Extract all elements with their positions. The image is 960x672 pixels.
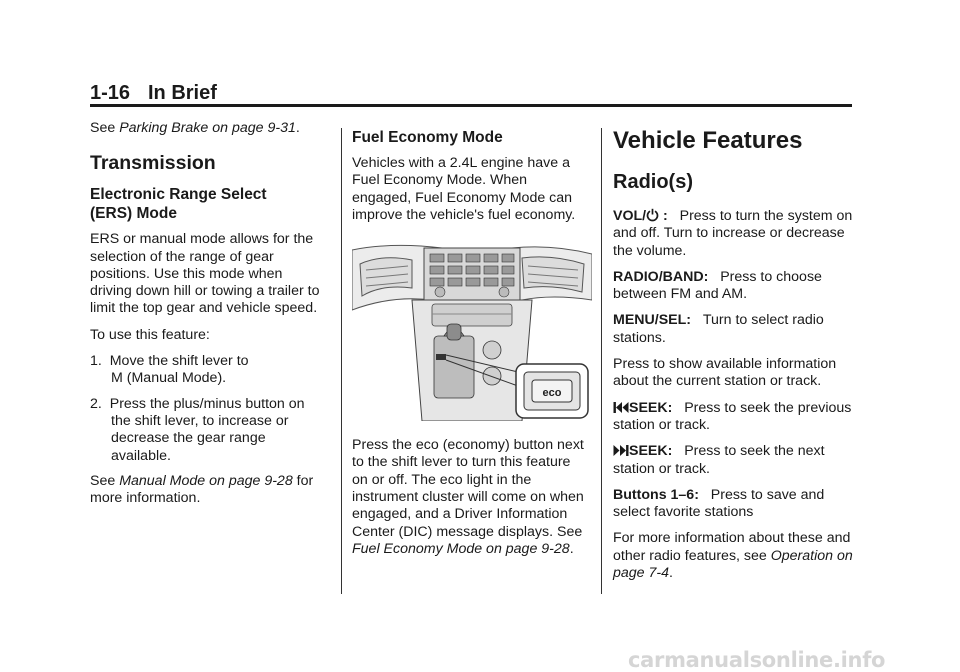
ers-paragraph: ERS or manual mode allows for the selection of the range of gear positions. Use this mode when driving down hill or towing a trailer to limit the top gear and vehicle speed. [90,231,320,317]
see-parking-brake: See Parking Brake on page 9-31. [90,120,300,136]
page-header [90,80,852,106]
shift-console-drawing [352,240,592,421]
fuel-economy-paragraph: Vehicles with a 2.4L engine have a Fuel Economy Mode. When engaged, Fuel Economy Mode can improve the vehicle's fuel economy. [352,155,576,223]
page-number: 1-16 [90,82,131,104]
heading-fuel-economy-mode: Fuel Economy Mode [352,129,503,146]
shift-console-illustration [352,240,592,421]
list-item: 1. Move the shift lever to M (Manual Mode). [90,353,249,387]
watermark: carmanualsonline.info [628,648,886,672]
list-item: 2. Press the plus/minus button on the shift lever, to increase or decrease the gear range available. [90,395,305,464]
seek-previous-icon [613,401,629,414]
operation-ref[interactable]: Operation on page 7-4 [613,547,853,582]
radio-band-item: RADIO/BAND: Press to choose between FM and AM. [613,268,822,303]
header-rule [90,104,852,107]
section-title: In Brief [148,82,217,104]
seek-next-icon [613,444,629,457]
fuel-economy-mode-ref[interactable]: Fuel Economy Mode on page 9-28 [352,540,570,557]
column-divider-1 [341,128,342,594]
column-1 [90,120,326,516]
heading-vehicle-features: Vehicle Features [613,127,803,154]
seek-previous-item: SEEK: Press to seek the previous station or track. [613,399,852,433]
menu-sel-item: MENU/SEL: Turn to select radio stations. [613,312,824,346]
info-paragraph: Press to show available information about the current station or track. [613,356,837,390]
see-manual-mode: See Manual Mode on page 9-28 for more information. [90,472,314,507]
heading-radios: Radio(s) [613,171,693,193]
more-info-paragraph: For more information about these and other radio features, see Operation on page 7-4. [613,530,853,582]
manual-mode-ref[interactable]: Manual Mode on page 9-28 [119,472,293,489]
parking-brake-ref[interactable]: Parking Brake on page 9-31 [119,120,296,136]
use-feature-paragraph: To use this feature: [90,326,210,343]
heading-transmission: Transmission [90,152,216,175]
eco-button-paragraph: Press the eco (economy) button next to the shift lever to turn this feature on or off. The eco light in the instrument cluster will come on when engaged, and a Driver Information Center (DIC) message displays. See Fuel Economy Mode on page 9-28. [352,437,584,557]
seek-next-item: SEEK: Press to seek the next station or track. [613,443,825,477]
eco-button-label: eco [542,387,562,400]
column-divider-2 [601,128,602,594]
column-3 [613,120,853,591]
power-icon [646,208,659,222]
column-2 [352,120,590,567]
buttons-item: Buttons 1–6: Press to save and select favorite stations [613,486,825,521]
subheading-ers-mode: Electronic Range Select (ERS) Mode [90,186,267,223]
vol-item: VOL/ : Press to turn the system on and off. Turn to increase or decrease the volume. [613,208,853,259]
